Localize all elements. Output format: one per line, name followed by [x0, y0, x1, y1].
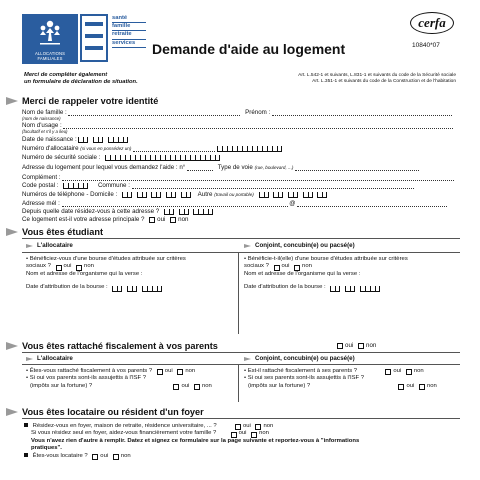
tax-left-question-2-end: (impôts sur la fortune) ?: [30, 382, 93, 389]
intro-note: [24, 72, 138, 86]
msa-tagline-line: santé: [112, 15, 146, 23]
non-label: non: [366, 342, 377, 349]
legal-line-2: Art. L.351-1 et suivants du code de la Construction et de l'habitation: [312, 78, 456, 84]
telephone-autre-note: (travail ou portable): [214, 192, 254, 197]
oui-label: oui: [345, 342, 354, 349]
tax-right-question-1: • Est-il rattaché fiscalement à ses parents ?: [244, 368, 358, 374]
oui-label: oui: [242, 423, 251, 429]
nom-famille-row: [22, 109, 452, 116]
student-left-date-row: [26, 284, 186, 291]
depuis-year[interactable]: [193, 209, 213, 215]
date-naissance-row: [22, 136, 128, 143]
numero-allocataire-dots: [133, 147, 215, 152]
section-identity-title: [6, 96, 158, 107]
student-left-date-year[interactable]: [142, 286, 162, 292]
date-naissance-month[interactable]: [93, 137, 103, 143]
tax-left-q2-non-checkbox[interactable]: [194, 384, 200, 390]
msa-tagline: [112, 15, 146, 48]
tenant-q2-row: [24, 453, 359, 460]
caf-caption-line-1: ALLOCATIONS: [34, 51, 66, 57]
msa-logo-bar: [85, 34, 103, 38]
tax-right-q2-oui-checkbox[interactable]: [398, 384, 404, 390]
adresse-numero-field[interactable]: [187, 166, 213, 171]
msa-tagline-line: services: [112, 40, 146, 48]
msa-logo-bar: [85, 46, 103, 50]
column-arrow-icon: [26, 244, 33, 248]
form-header: [0, 0, 480, 70]
oui-label: oui: [157, 216, 166, 223]
type-voie-field[interactable]: [295, 166, 419, 171]
numero-allocataire-label: Numéro d'allocataire: [22, 145, 79, 152]
tax-col-right-head: [244, 355, 355, 362]
tenant-q1-row: [24, 423, 359, 430]
nom-famille-field[interactable]: [68, 111, 240, 116]
non-label: non: [84, 263, 94, 270]
nom-usage-note: (facultatif et s'il y a lieu): [22, 129, 68, 134]
tenant-question-1: Résidez-vous en foyer, maison de retraite, résidence universitaire, ... ?: [32, 423, 217, 429]
type-voie-note: (rue, boulevard, ...): [254, 165, 294, 170]
commune-label: Commune :: [97, 182, 130, 189]
telephone-domicile-field[interactable]: [151, 192, 161, 198]
tax-col-right-label: Conjoint, concubin(e) ou pacsé(e): [255, 355, 355, 362]
numero-secu-row: [22, 154, 220, 161]
oui-label: oui: [281, 263, 290, 270]
section-arrow-icon: [6, 342, 18, 350]
depuis-label: Depuis quelle date résidez-vous à cette adresse ?: [22, 208, 160, 215]
oui-label: oui: [406, 382, 415, 389]
student-col-right-head: [244, 242, 355, 249]
section-student-rule: [22, 238, 460, 239]
student-col-right-label: Conjoint, concubin(e) ou pacsé(e): [255, 242, 355, 249]
section-tenant-rule: [22, 418, 460, 419]
column-arrow-icon: [244, 244, 251, 248]
tax-right-q2-non-checkbox[interactable]: [419, 384, 425, 390]
tenant-q1b-oui-checkbox[interactable]: [231, 432, 237, 438]
tenant-q2-non-checkbox[interactable]: [113, 454, 119, 460]
tax-left-q1-non-checkbox[interactable]: [177, 369, 183, 375]
student-right-date-month[interactable]: [345, 286, 355, 292]
cerfa-logo: cerfa: [410, 12, 454, 34]
caf-logo: [22, 14, 78, 64]
adresse-label: Adresse du logement pour lequel vous demandez l'aide : n°: [22, 164, 186, 171]
email-at-sign: @: [289, 200, 296, 207]
non-label: non: [263, 423, 274, 429]
code-postal-label: Code postal :: [22, 182, 59, 189]
student-col-left-label: L'allocataire: [37, 242, 73, 249]
student-box-rule: [22, 252, 460, 253]
tax-right-q1-non-checkbox[interactable]: [406, 369, 412, 375]
student-right-column: [244, 256, 408, 292]
document-title: Demande d'aide au logement: [152, 41, 346, 57]
email-row: [22, 200, 447, 207]
tax-left-q1-oui-checkbox[interactable]: [157, 369, 163, 375]
tax-box-rule: [22, 364, 460, 365]
tax-left-q2-row: [26, 383, 212, 390]
student-right-org-row: [244, 271, 408, 278]
intro-line-2: un formulaire de déclaration de situation.: [24, 78, 138, 85]
complement-field[interactable]: [62, 176, 454, 181]
tax-global-answer: [334, 342, 376, 349]
section-arrow-icon: [6, 408, 18, 416]
non-label: non: [185, 368, 196, 374]
nom-usage-row: [22, 122, 453, 129]
tenant-question-1b: Si vous résidez seul en foyer, aidez-vous financièrement votre famille ?: [31, 430, 217, 437]
code-postal-row: [22, 182, 414, 189]
intro-line-1: Merci de compléter également: [24, 72, 108, 78]
section-tax-label: Vous êtes rattaché fiscalement à vos parents: [22, 341, 218, 351]
section-tax-rule: [22, 352, 460, 353]
complement-row: [22, 174, 454, 181]
tenant-question-2: Êtes-vous locataire ?: [32, 452, 88, 459]
date-naissance-label: Date de naissance :: [22, 136, 77, 143]
student-left-answer-row: [26, 263, 186, 270]
residence-principale-non-checkbox[interactable]: [170, 217, 176, 223]
student-left-date-label: Date d'attribution de la bourse :: [26, 284, 108, 291]
tax-right-q2-row: [244, 383, 437, 390]
tenant-q2-oui-checkbox[interactable]: [92, 454, 98, 460]
telephone-row: [22, 191, 327, 198]
email-label: Adresse mél :: [22, 200, 60, 207]
bullet-square-icon: [24, 453, 28, 457]
column-arrow-icon: [244, 357, 251, 361]
student-col-left-head: [26, 242, 73, 249]
commune-field[interactable]: [132, 184, 414, 189]
tenant-content: [24, 423, 359, 460]
msa-logo: [80, 14, 108, 62]
student-left-question: • Bénéficiez-vous d'une bourse d'études attribuée sur critères: [26, 256, 186, 262]
non-label: non: [202, 382, 212, 389]
caf-caption-line-2: FAMILIALES: [37, 55, 63, 61]
telephone-autre-field[interactable]: [288, 192, 298, 198]
section-tenant-label: Vous êtes locataire ou résident d'un foyer: [22, 407, 204, 417]
student-column-separator: [238, 252, 239, 334]
tenant-q1b-row: [24, 430, 359, 437]
numero-allocataire-note: (si vous en possédez un): [80, 146, 132, 151]
student-left-column: [26, 256, 186, 292]
tax-col-left-label: L'allocataire: [37, 355, 73, 362]
tenant-q1b-non-checkbox[interactable]: [251, 432, 257, 438]
telephone-domicile-field[interactable]: [166, 192, 176, 198]
tax-right-question-2: • Si oui ses parents sont-ils assujettis à l'ISF ?: [244, 375, 365, 382]
legal-line-1: Art. L.542-1 et suivants, L.831-1 et suivants du code de la Sécurité sociale: [298, 73, 456, 78]
oui-label: oui: [63, 263, 72, 270]
oui-label: oui: [238, 430, 247, 437]
legal-references: [298, 73, 456, 85]
student-left-date-day[interactable]: [112, 286, 122, 292]
complement-label: Complément :: [22, 174, 61, 181]
oui-label: oui: [181, 382, 190, 389]
section-tax-title: [6, 341, 218, 352]
type-voie-label: Type de voie: [217, 164, 253, 171]
numero-secu-label: Numéro de sécurité sociale :: [22, 154, 101, 161]
non-label: non: [259, 430, 269, 437]
section-identity-label: Merci de rappeler votre identité: [22, 96, 159, 106]
student-right-question: • Bénéficie-t-il(elle) d'une bourse d'études attribuée sur critères: [244, 256, 408, 262]
telephone-autre-label: Autre: [197, 191, 213, 198]
tenant-note-end: pratiques".: [31, 445, 62, 452]
student-right-org-label: Nom et adresse de l'organisme qui la verse :: [244, 270, 361, 277]
telephone-label: Numéros de téléphone - Domicile :: [22, 191, 118, 198]
tax-col-left-head: [26, 355, 73, 362]
nom-famille-label: Nom de famille :: [22, 109, 67, 116]
oui-label: oui: [393, 368, 402, 374]
tax-right-column: [244, 368, 437, 390]
depuis-month[interactable]: [179, 209, 189, 215]
student-left-question-end: sociaux ?: [26, 263, 51, 270]
tenant-note: Vous n'avez rien d'autre à remplir. Datez et signez ce formulaire sur la page suivante et reportez-vous à "informations: [31, 437, 360, 444]
telephone-autre-field[interactable]: [303, 192, 313, 198]
tax-left-question-2: • Si oui vos parents sont-ils assujettis à l'ISF ?: [26, 375, 147, 382]
numero-allocataire-field[interactable]: [217, 146, 282, 152]
prenom-label: Prénom :: [245, 109, 271, 116]
caf-family-icon: [38, 19, 62, 47]
section-student-label: Vous êtes étudiant: [22, 227, 103, 237]
section-arrow-icon: [6, 97, 18, 105]
nom-usage-field[interactable]: [63, 124, 453, 129]
residence-principale-oui-checkbox[interactable]: [149, 217, 155, 223]
telephone-domicile-field[interactable]: [181, 192, 191, 198]
caf-caption: [22, 52, 78, 61]
non-label: non: [302, 263, 312, 270]
section-tenant-title: [6, 407, 204, 418]
cerfa-number: 10840*07: [412, 42, 440, 49]
oui-label: oui: [100, 452, 109, 459]
tax-right-q1-oui-checkbox[interactable]: [385, 369, 391, 375]
section-arrow-icon: [6, 228, 18, 236]
numero-allocataire-row: [22, 145, 282, 152]
non-label: non: [413, 368, 424, 374]
telephone-domicile-field[interactable]: [122, 192, 132, 198]
email-local-field[interactable]: [62, 202, 288, 207]
depuis-row: [22, 208, 213, 215]
non-label: non: [178, 216, 189, 223]
student-left-org-row: [26, 271, 186, 278]
tax-global-oui-checkbox[interactable]: [337, 343, 343, 349]
oui-label: oui: [164, 368, 173, 374]
tax-right-question-2-end: (impôts sur la fortune) ?: [248, 382, 311, 389]
telephone-domicile-field[interactable]: [137, 192, 147, 198]
code-postal-field[interactable]: [63, 183, 88, 189]
student-right-date-label: Date d'attribution de la bourse :: [244, 284, 326, 291]
tax-left-question-1: • Êtes-vous rattaché fiscalement à vos parents ?: [26, 368, 153, 374]
tax-global-non-checkbox[interactable]: [358, 343, 364, 349]
msa-tagline-line: famille: [112, 23, 146, 31]
nom-famille-note: (nom de naissance): [22, 116, 61, 121]
nom-usage-label: Nom d'usage :: [22, 122, 62, 129]
msa-tagline-line: retraite: [112, 31, 146, 39]
tax-column-separator: [238, 364, 239, 402]
telephone-autre-field[interactable]: [273, 192, 283, 198]
bullet-square-icon: [24, 423, 28, 427]
telephone-autre-field[interactable]: [317, 192, 327, 198]
student-right-date-year[interactable]: [360, 286, 380, 292]
tax-left-column: [26, 368, 212, 390]
section-student-title: [6, 227, 103, 238]
non-label: non: [120, 452, 131, 459]
residence-principale-label: Ce logement est-il votre adresse principale ?: [22, 216, 145, 223]
tax-right-q1-row: [244, 368, 437, 375]
email-domain-field[interactable]: [297, 202, 447, 207]
tax-left-q2-oui-checkbox[interactable]: [173, 384, 179, 390]
date-naissance-year[interactable]: [108, 137, 128, 143]
student-right-answer-row: [244, 263, 408, 270]
student-right-date-day[interactable]: [330, 286, 340, 292]
residence-principale-row: [22, 216, 189, 223]
non-label: non: [427, 382, 437, 389]
depuis-day[interactable]: [164, 209, 174, 215]
numero-secu-field[interactable]: [105, 155, 220, 161]
adresse-row: [22, 164, 419, 171]
student-right-question-end: sociaux ?: [244, 263, 269, 270]
student-left-org-label: Nom et adresse de l'organisme qui la verse :: [26, 270, 143, 277]
student-left-date-month[interactable]: [127, 286, 137, 292]
student-right-date-row: [244, 284, 408, 291]
telephone-autre-field[interactable]: [259, 192, 269, 198]
column-arrow-icon: [26, 357, 33, 361]
tax-left-q1-row: [26, 368, 212, 375]
prenom-field[interactable]: [272, 111, 452, 116]
date-naissance-day[interactable]: [78, 137, 88, 143]
msa-logo-bar: [85, 22, 103, 26]
